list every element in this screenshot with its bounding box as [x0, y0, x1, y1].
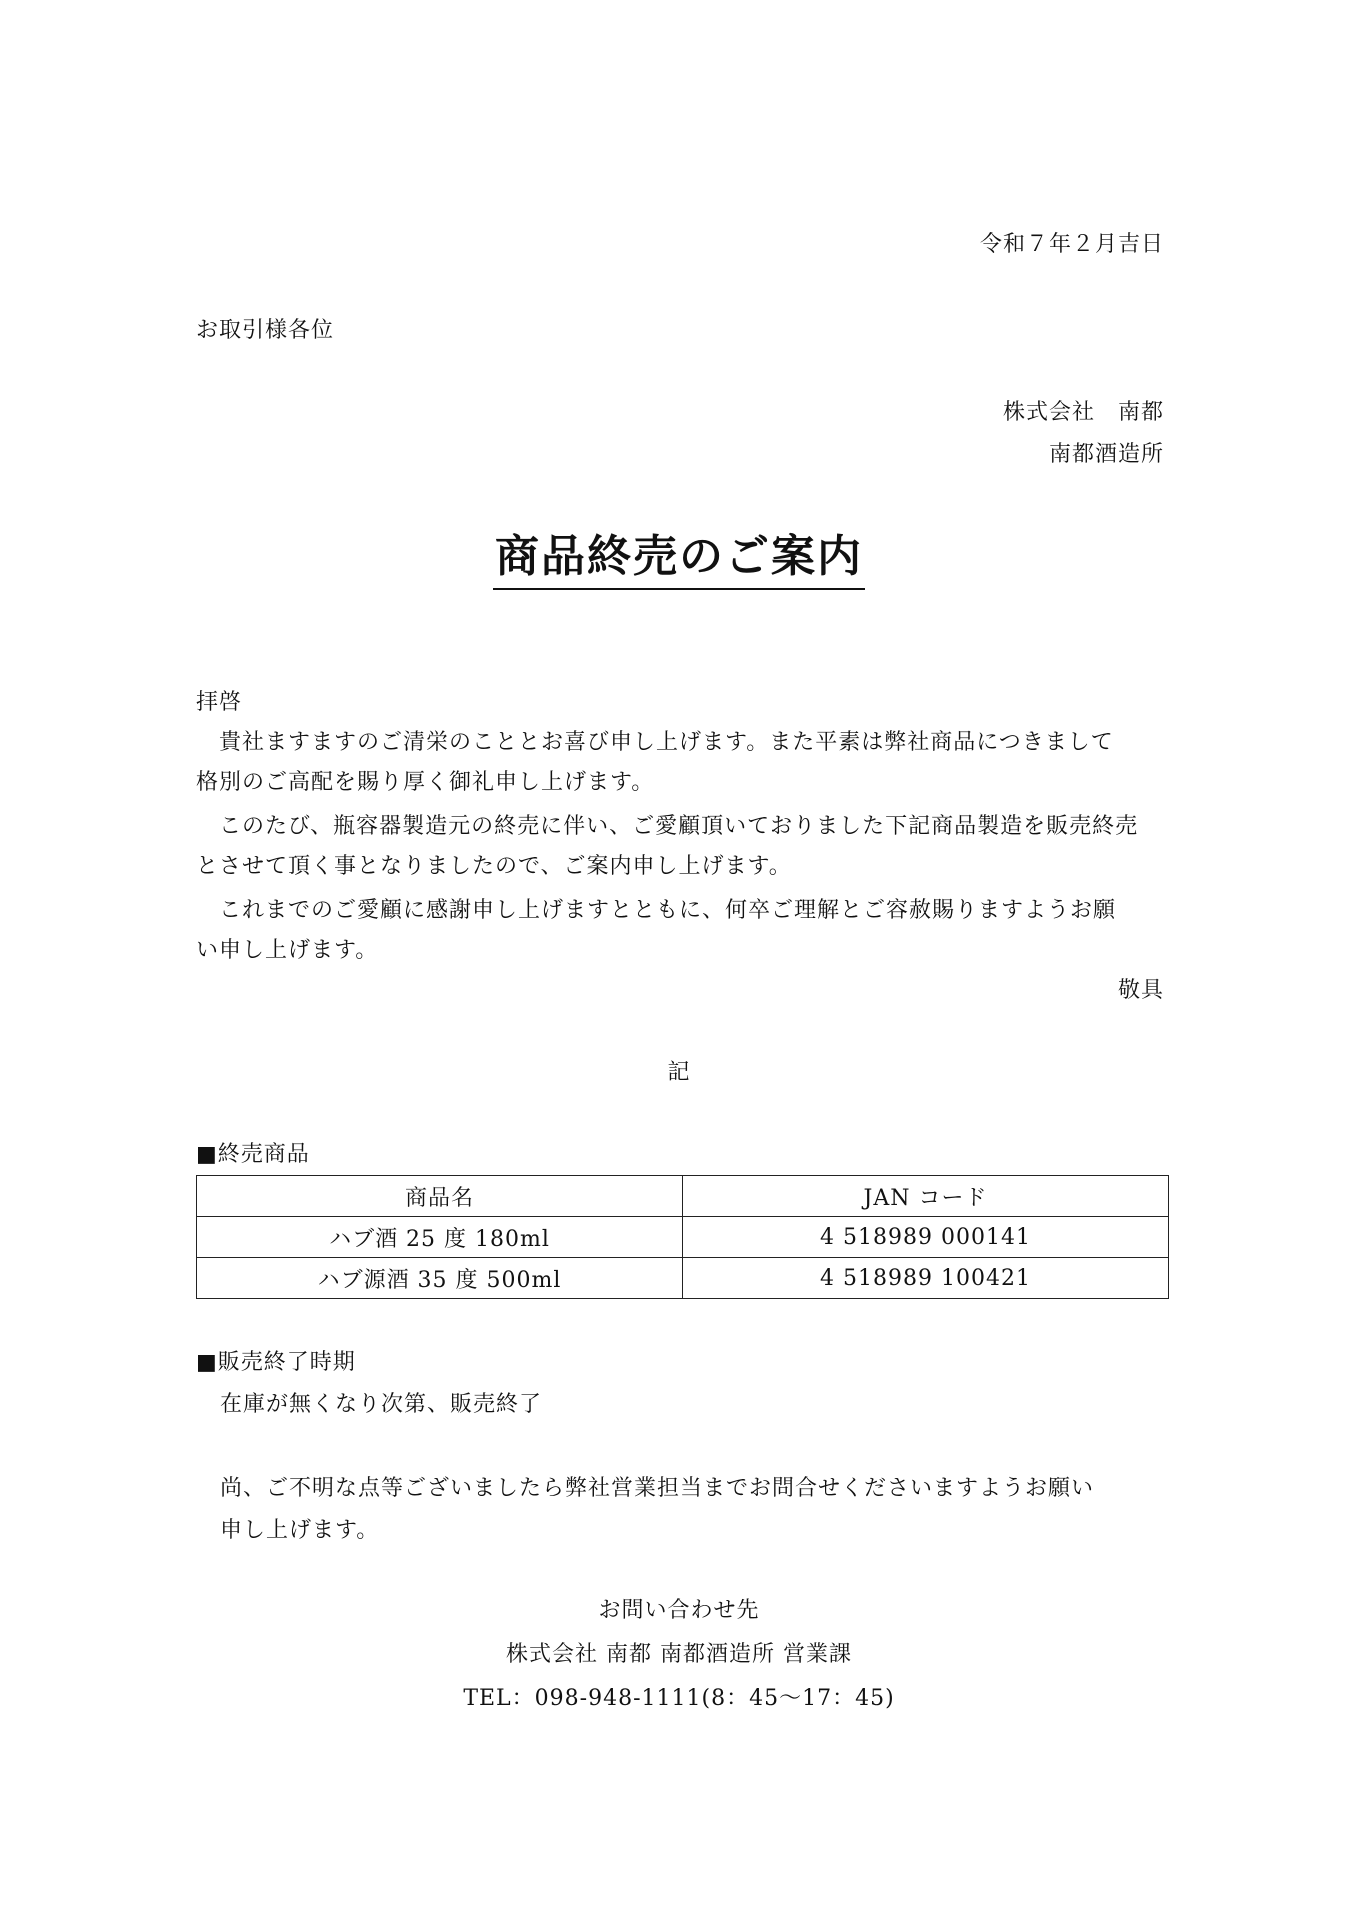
table-row [197, 1258, 1169, 1299]
note-line: 申し上げます。 [220, 1518, 380, 1543]
contact-name: 株式会社 南都 南都酒造所 営業課 [506, 1642, 852, 1667]
salutation: 拝啓 [196, 690, 243, 715]
sender-company: 株式会社 南都 [1002, 400, 1164, 425]
document-title-block [0, 530, 1358, 590]
product-name-cell: ハブ源酒 35 度 500ml [197, 1258, 683, 1299]
body-line: 貴社ますますのご清栄のこととお喜び申し上げます。また平素は弊社商品につきまして [196, 730, 1114, 755]
body-line: 格別のご高配を賜り厚く御礼申し上げます。 [196, 770, 655, 795]
addressee: お取引様各位 [196, 318, 335, 343]
document-title: 商品終売のご案内 [493, 530, 865, 590]
products-table [196, 1175, 1169, 1299]
body-line: い申し上げます。 [196, 938, 379, 963]
body-line: とさせて頂く事となりましたので、ご案内申し上げます。 [196, 854, 792, 879]
table-row [197, 1217, 1169, 1258]
letter-date: 令和７年２月吉日 [979, 232, 1164, 257]
table-header-row [197, 1176, 1169, 1217]
column-header-product-name: 商品名 [197, 1176, 683, 1217]
sender-brewery: 南都酒造所 [1048, 442, 1164, 467]
jan-code-cell: 4 518989 000141 [683, 1217, 1169, 1258]
product-name-cell: ハブ酒 25 度 180ml [197, 1217, 683, 1258]
products-heading: ■終売商品 [196, 1142, 310, 1167]
contact-tel: TEL：098-948-1111(8：45〜17：45) [463, 1686, 895, 1711]
jan-code-cell: 4 518989 100421 [683, 1258, 1169, 1299]
closing: 敬具 [1117, 978, 1164, 1003]
end-period-heading: ■販売終了時期 [196, 1350, 356, 1375]
end-period-text: 在庫が無くなり次第、販売終了 [220, 1392, 543, 1417]
contact-label: お問い合わせ先 [598, 1598, 760, 1623]
column-header-jan-code: JAN コード [683, 1176, 1169, 1217]
body-line: これまでのご愛顧に感謝申し上げますとともに、何卒ご理解とご容赦賜りますようお願 [196, 898, 1117, 923]
body-line: このたび、瓶容器製造元の終売に伴い、ご愛顧頂いておりました下記商品製造を販売終売 [196, 814, 1139, 839]
ki-heading: 記 [667, 1060, 691, 1085]
note-line: 尚、ご不明な点等ございましたら弊社営業担当までお問合せくださいますようお願い [220, 1476, 1095, 1501]
